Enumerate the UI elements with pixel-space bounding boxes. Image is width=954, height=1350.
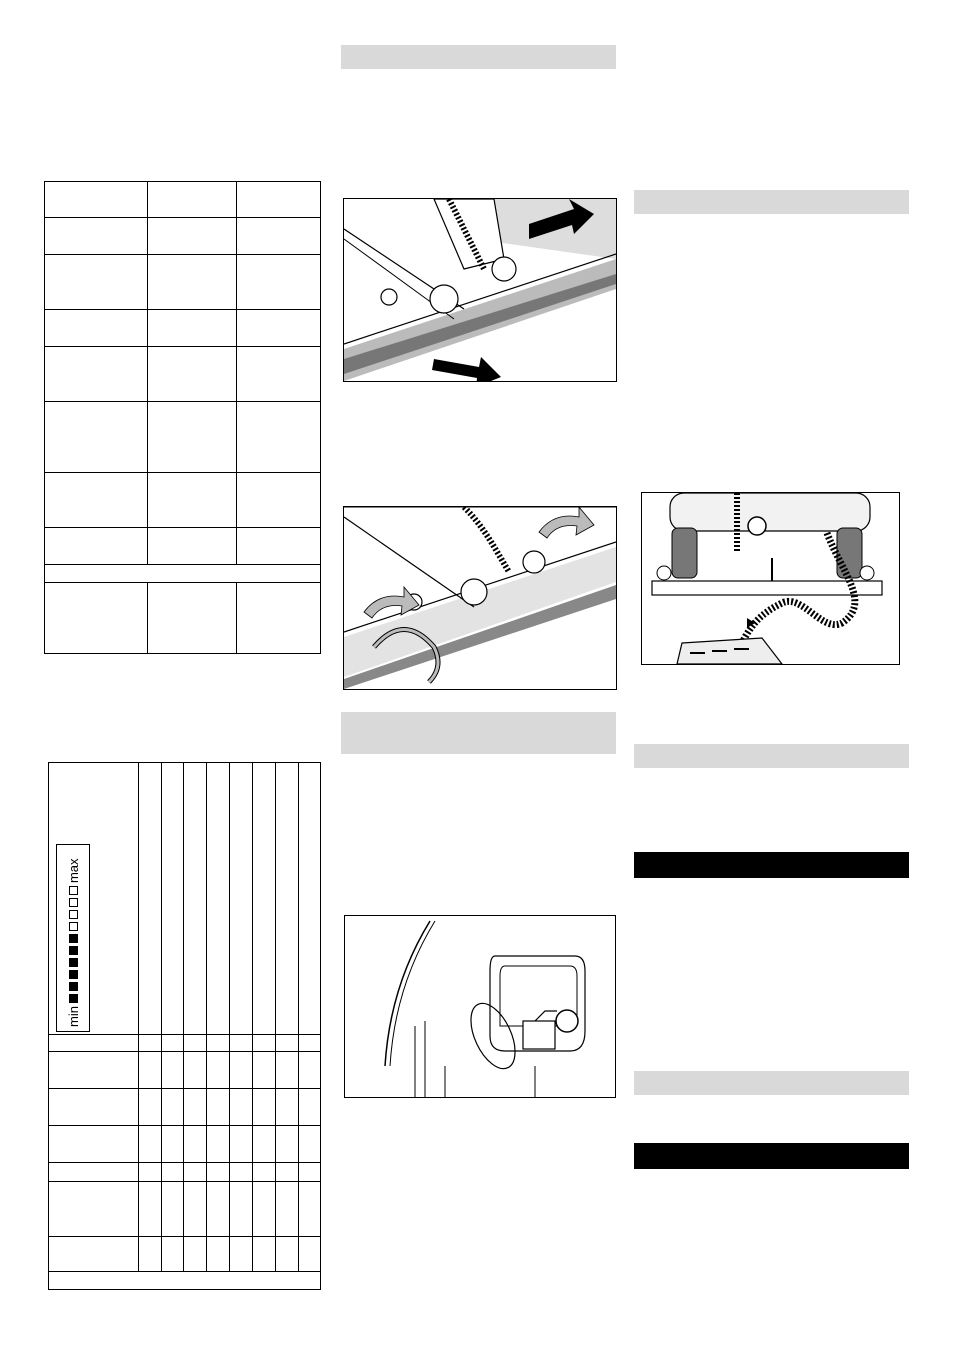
empty-square-icon	[69, 886, 78, 895]
section-heading-bar	[341, 45, 616, 69]
filled-square-icon	[69, 994, 78, 1003]
empty-square-icon	[69, 922, 78, 931]
side-panel-bolt-icon	[345, 916, 615, 1097]
legend-min-label: min	[65, 1006, 81, 1027]
table-row	[45, 182, 321, 218]
filled-square-icon	[69, 934, 78, 943]
table-row	[49, 1163, 321, 1182]
empty-square-icon	[69, 910, 78, 919]
filled-square-icon	[69, 982, 78, 991]
squeegee-rotation-icon	[344, 507, 616, 689]
table-row	[45, 347, 321, 402]
empty-square-icon	[69, 898, 78, 907]
settings-table	[44, 181, 321, 654]
squeegee-removal-icon	[344, 199, 616, 381]
table-row	[45, 528, 321, 565]
table-row	[49, 1126, 321, 1163]
table-row	[49, 1272, 321, 1290]
side-panel-bolt-figure	[344, 915, 616, 1098]
table-row	[45, 218, 321, 255]
table-row	[49, 1035, 321, 1052]
table-row	[49, 1089, 321, 1126]
legend-max-label: max	[65, 858, 81, 884]
filled-square-icon	[69, 946, 78, 955]
table-row	[49, 1052, 321, 1089]
warning-bar	[634, 1143, 909, 1169]
filled-square-icon	[69, 970, 78, 979]
table-row	[45, 402, 321, 473]
table-row	[45, 310, 321, 347]
min-max-legend	[56, 844, 90, 1032]
table-row	[45, 255, 321, 310]
section-heading-bar	[634, 190, 909, 214]
filled-square-icon	[69, 958, 78, 967]
squeegee-removal-figure	[343, 198, 617, 382]
table-row	[49, 1182, 321, 1237]
section-heading-bar	[634, 1071, 909, 1095]
warning-bar	[634, 852, 909, 878]
table-row	[45, 473, 321, 528]
suction-hose-icon	[642, 493, 899, 664]
table-row	[49, 1237, 321, 1272]
section-heading-bar	[634, 744, 909, 768]
table-row	[45, 583, 321, 654]
section-heading-bar	[341, 712, 616, 754]
squeegee-rotation-figure	[343, 506, 617, 690]
table-row	[45, 565, 321, 583]
suction-hose-figure	[641, 492, 900, 665]
